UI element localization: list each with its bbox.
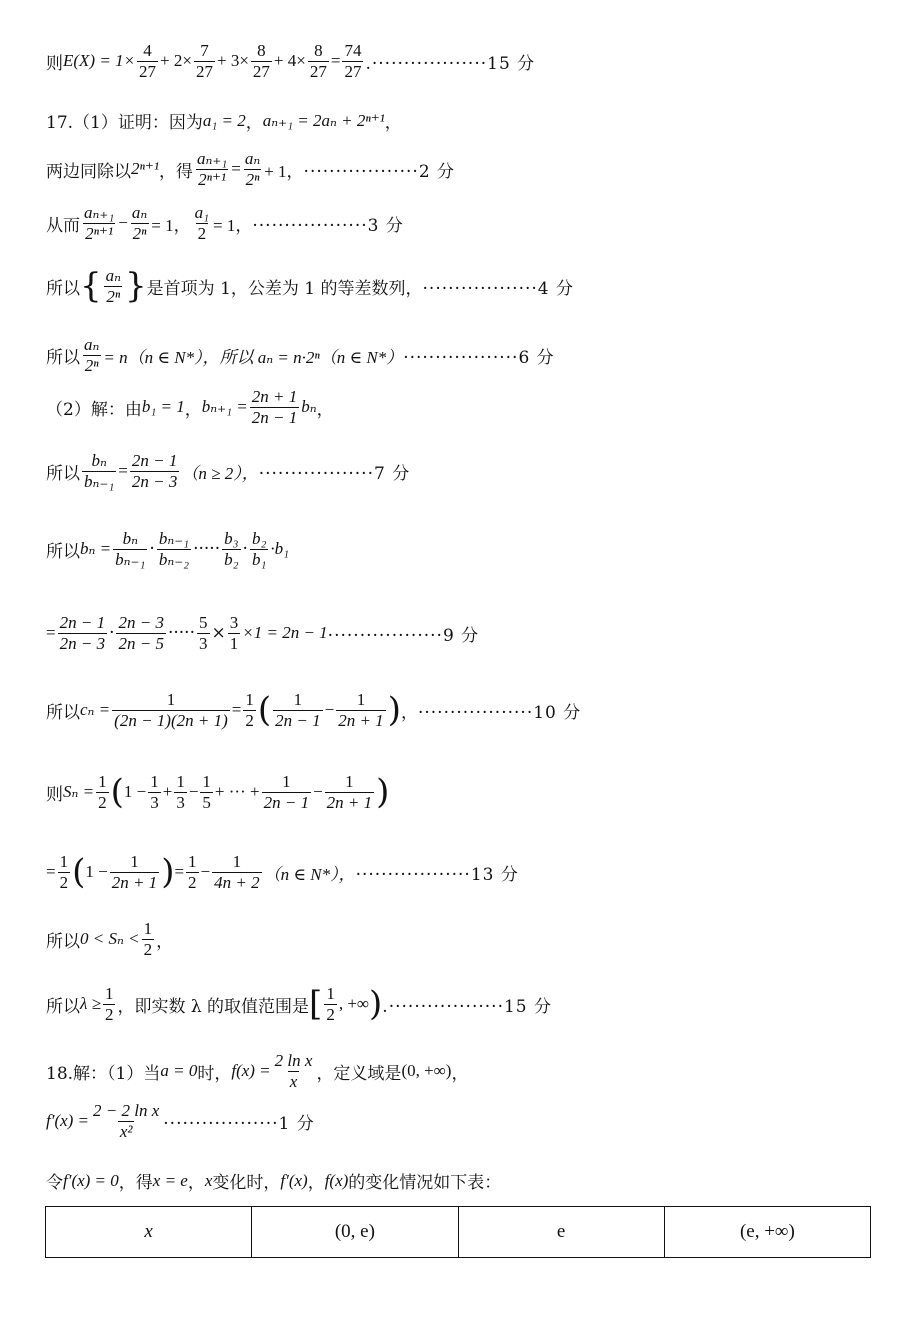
- text: ，: [384, 113, 402, 133]
- fraction: $\frac{1}{2n + 1}$: [326, 771, 373, 812]
- variation-table: [45, 1206, 871, 1258]
- fraction: $\frac{2n - 1}{2n - 3}$: [59, 613, 106, 653]
- fraction: $\frac{1}{3}$: [150, 771, 159, 812]
- table-cell: (0, e): [252, 1207, 458, 1258]
- text: 是首项为 1，公差为 1 的等差数列，: [146, 278, 423, 299]
- fraction: $\frac{\text{a₁}}{2}$: [194, 203, 210, 243]
- fraction: $\frac{1}{4n + 2}$: [214, 851, 260, 892]
- difference-line: 从而 $\frac{\text{aₙ₊₁}}{\text{2ⁿ⁺¹}}$ − $\frac{\text{aₙ}}{\text{2ⁿ}}$ = 1， $\frac{\text{a₁}}{2}$ = 1， ··················3 分: [46, 203, 404, 243]
- ratio-line: 所以 $\frac{\text{bₙ}}{\text{bₙ₋₁}}$ = $\frac{2n - 1}{2n - 3}$ （n ≥ 2）， ··················7 分: [46, 451, 411, 491]
- cn-line: 所以 cₙ = $\frac{1}{(2n - 1)(2n + 1)}$ = $\frac{1}{2}$ ( $\frac{1}{2n - 1}$ − $\frac{1}{2n + 1}$ ) ， ··················10 分: [46, 689, 582, 730]
- fraction: $\frac{\text{aₙ₊₁}}{\text{2ⁿ⁺¹}}$: [196, 149, 228, 189]
- expectation-line: [46, 42, 535, 81]
- fraction: $\frac{7}{27}$: [195, 41, 213, 81]
- fraction: $\frac{3}{1}$: [229, 613, 239, 653]
- fraction: $\frac{1}{2}$: [143, 919, 153, 959]
- fraction: $\frac{\text{2 − 2 ln x}}{\text{x²}}$: [93, 1101, 160, 1141]
- formula: a₁ = 2: [202, 110, 246, 130]
- text: 18.解：（1）当: [46, 1063, 161, 1084]
- general-term-line: [46, 336, 555, 375]
- part2-line: （2）解：由 b₁ = 1 ， bₙ₊₁ = $\frac{2n + 1}{2n - 1}$ bₙ ，: [46, 387, 334, 427]
- sn-bound-line: 所以 0 < Sₙ < $\frac{1}{2}$ ，: [46, 919, 174, 959]
- fraction: $\frac{\text{2 ln x}}{x}$: [274, 1051, 313, 1091]
- score-mark: ··················10 分: [417, 702, 582, 723]
- table-cell: (e, +∞): [664, 1207, 870, 1258]
- score-mark: ··················4 分: [422, 278, 575, 299]
- text: 所以: [46, 702, 80, 723]
- table-cell: e: [458, 1207, 664, 1258]
- fraction: $\frac{1}{2}$: [59, 851, 69, 892]
- fraction: $\frac{1}{2n - 1}$: [275, 689, 321, 730]
- score-mark: ··················3 分: [252, 215, 404, 236]
- fraction: $\frac{\text{bₙ}}{\text{bₙ₋₁}}$: [115, 529, 146, 569]
- formula: b₁ = 1: [141, 397, 185, 417]
- fraction: $\frac{1}{3}$: [176, 771, 185, 812]
- text: ，: [245, 113, 263, 133]
- fraction: $\frac{1}{2n - 1}$: [263, 771, 310, 812]
- fraction: $\frac{1}{2}$: [326, 983, 335, 1024]
- text: 两边同除以: [46, 161, 131, 182]
- text: 则: [46, 53, 63, 74]
- fraction: $\frac{2n + 1}{2n - 1}$: [251, 387, 298, 427]
- text: ，得: [158, 161, 193, 182]
- product-line: 所以 bₙ = $\frac{\text{bₙ}}{\text{bₙ₋₁}}$ · $\frac{\text{bₙ₋₁}}{\text{bₙ₋₂}}$ ····· $\frac{\text{b₃}}{\text{b₂}}$ · $\frac{\text{b₂}}{\text{b₁}}$ ·b₁: [46, 529, 290, 569]
- score-mark: ··················6 分: [403, 347, 555, 368]
- fraction: $\frac{2n - 3}{2n - 5}$: [118, 613, 164, 653]
- divide-line: 两边同除以 2ⁿ⁺¹ ，得 $\frac{\text{aₙ₊₁}}{\text{2ⁿ⁺¹}}$ = $\frac{\text{aₙ}}{\text{2ⁿ}}$ + 1， ··················2 分: [46, 149, 456, 189]
- fraction: $\frac{8}{27}$: [309, 41, 327, 81]
- problem-17-line: [46, 108, 402, 133]
- product-result-line: = $\frac{2n - 1}{2n - 3}$ · $\frac{2n - 3}{2n - 5}$ ····· $\frac{5}{3}$ × $\frac{3}{1}$ ×1 = 2n − 1 ··················9 分: [46, 613, 480, 653]
- score-mark: ··················13 分: [355, 864, 519, 885]
- formula: 2ⁿ⁺¹: [131, 159, 159, 179]
- fraction: $\frac{\text{aₙ}}{\text{2ⁿ}}$: [84, 335, 100, 375]
- text: （2）解：由: [46, 399, 142, 420]
- formula: bₙ₊₁ =: [201, 397, 248, 417]
- fraction: $\frac{1}{2n + 1}$: [338, 689, 384, 730]
- formula: = n（n ∈ N*），所以 aₙ = n·2ⁿ（n ∈ N*）: [103, 347, 404, 367]
- fraction: $\frac{4}{27}$: [139, 41, 157, 81]
- fraction: $\frac{\text{aₙ}}{\text{2ⁿ}}$: [131, 203, 148, 243]
- score-mark: .··················15 分: [365, 53, 536, 74]
- score-mark: ··················7 分: [258, 463, 411, 484]
- sequence-conclusion-line: 所以 { $\frac{\text{aₙ}}{\text{2ⁿ}}$ } 是首项为 1，公差为 1 的等差数列， ··················4 分: [46, 265, 575, 306]
- text: 所以: [46, 347, 80, 368]
- fraction: $\frac{1}{2}$: [98, 771, 107, 812]
- fraction: $\frac{74}{27}$: [344, 41, 362, 81]
- text: 所以: [46, 931, 80, 952]
- formula: + 3×: [216, 51, 249, 71]
- text: 所以: [46, 463, 80, 484]
- problem-18-line: 18.解：（1）当 a = 0 时， f(x) = $\frac{\text{2 ln x}}{x}$ ，定义域是 (0, +∞) ，: [46, 1051, 469, 1091]
- fraction: $\frac{1}{5}$: [202, 771, 211, 812]
- fraction: $\frac{\text{aₙ}}{\text{2ⁿ}}$: [244, 149, 261, 189]
- fraction: $\frac{\text{aₙ}}{\text{2ⁿ}}$: [105, 265, 122, 306]
- text: 则: [46, 784, 63, 805]
- fraction: $\frac{1}{2}$: [104, 983, 114, 1024]
- score-mark: ··················2 分: [303, 161, 456, 182]
- sn-line: 则 Sₙ = $\frac{1}{2}$ ( 1 − $\frac{1}{3}$ + $\frac{1}{3}$ − $\frac{1}{5}$ + ··· + $\frac{1}{2n - 1}$ − $\frac{1}{2n + 1}$ ): [46, 771, 390, 812]
- text: 所以: [46, 541, 80, 562]
- fraction: $\frac{\text{b₃}}{\text{b₂}}$: [224, 529, 239, 569]
- fraction: $\frac{1}{2}$: [188, 851, 197, 892]
- score-mark: .··················15 分: [382, 996, 553, 1017]
- formula: + 2×: [160, 51, 192, 71]
- fraction: $\frac{\text{bₙ}}{\text{bₙ₋₁}}$: [84, 451, 115, 491]
- lambda-line: 所以 λ ≥ $\frac{1}{2}$ ，即实数 λ 的取值范围是 [ $\frac{1}{2}$ , +∞ ) .··················15 分: [46, 983, 553, 1024]
- table-intro-line: 令 f′(x) = 0 ，得 x = e ， x 变化时， f′(x) ， f(x) 的变化情况如下表：: [46, 1170, 502, 1193]
- fraction: $\frac{1}{2}$: [245, 689, 254, 730]
- fraction: $\frac{1}{2n + 1}$: [111, 851, 158, 892]
- text: 17.（1）证明：因为: [46, 113, 203, 133]
- fraction: $\frac{\text{aₙ₊₁}}{\text{2ⁿ⁺¹}}$: [84, 203, 115, 243]
- table-cell: x: [46, 1207, 252, 1258]
- text: 所以: [46, 996, 80, 1017]
- text: 所以: [46, 278, 80, 299]
- formula: E(X) = 1×: [63, 51, 136, 71]
- fraction: $\frac{2n - 1}{2n - 3}$: [131, 451, 178, 491]
- fraction: $\frac{\text{bₙ₋₁}}{\text{bₙ₋₂}}$: [158, 529, 190, 569]
- fraction: $\frac{8}{27}$: [252, 41, 270, 81]
- fraction: $\frac{\text{b₂}}{\text{b₁}}$: [251, 529, 267, 569]
- score-mark: ··················1 分: [163, 1113, 315, 1134]
- derivative-line: f′(x) = $\frac{\text{2 − 2 ln x}}{\text{x²}}$ ··················1 分: [46, 1101, 315, 1141]
- fraction: $\frac{5}{3}$: [199, 613, 208, 653]
- table-row: [46, 1207, 871, 1258]
- formula: aₙ₊₁ = 2aₙ + 2ⁿ⁺¹: [262, 110, 385, 130]
- formula: =: [330, 51, 341, 71]
- text: 从而: [46, 215, 80, 236]
- sn-result-line: = $\frac{1}{2}$ ( 1 − $\frac{1}{2n + 1}$ ) = $\frac{1}{2}$ − $\frac{1}{4n + 2}$ （n ∈ N*）， ··················13 分: [46, 851, 519, 892]
- formula: + 4×: [273, 51, 306, 71]
- fraction: $\frac{1}{(2n - 1)(2n + 1)}$: [114, 689, 228, 730]
- score-mark: ··················9 分: [327, 625, 480, 646]
